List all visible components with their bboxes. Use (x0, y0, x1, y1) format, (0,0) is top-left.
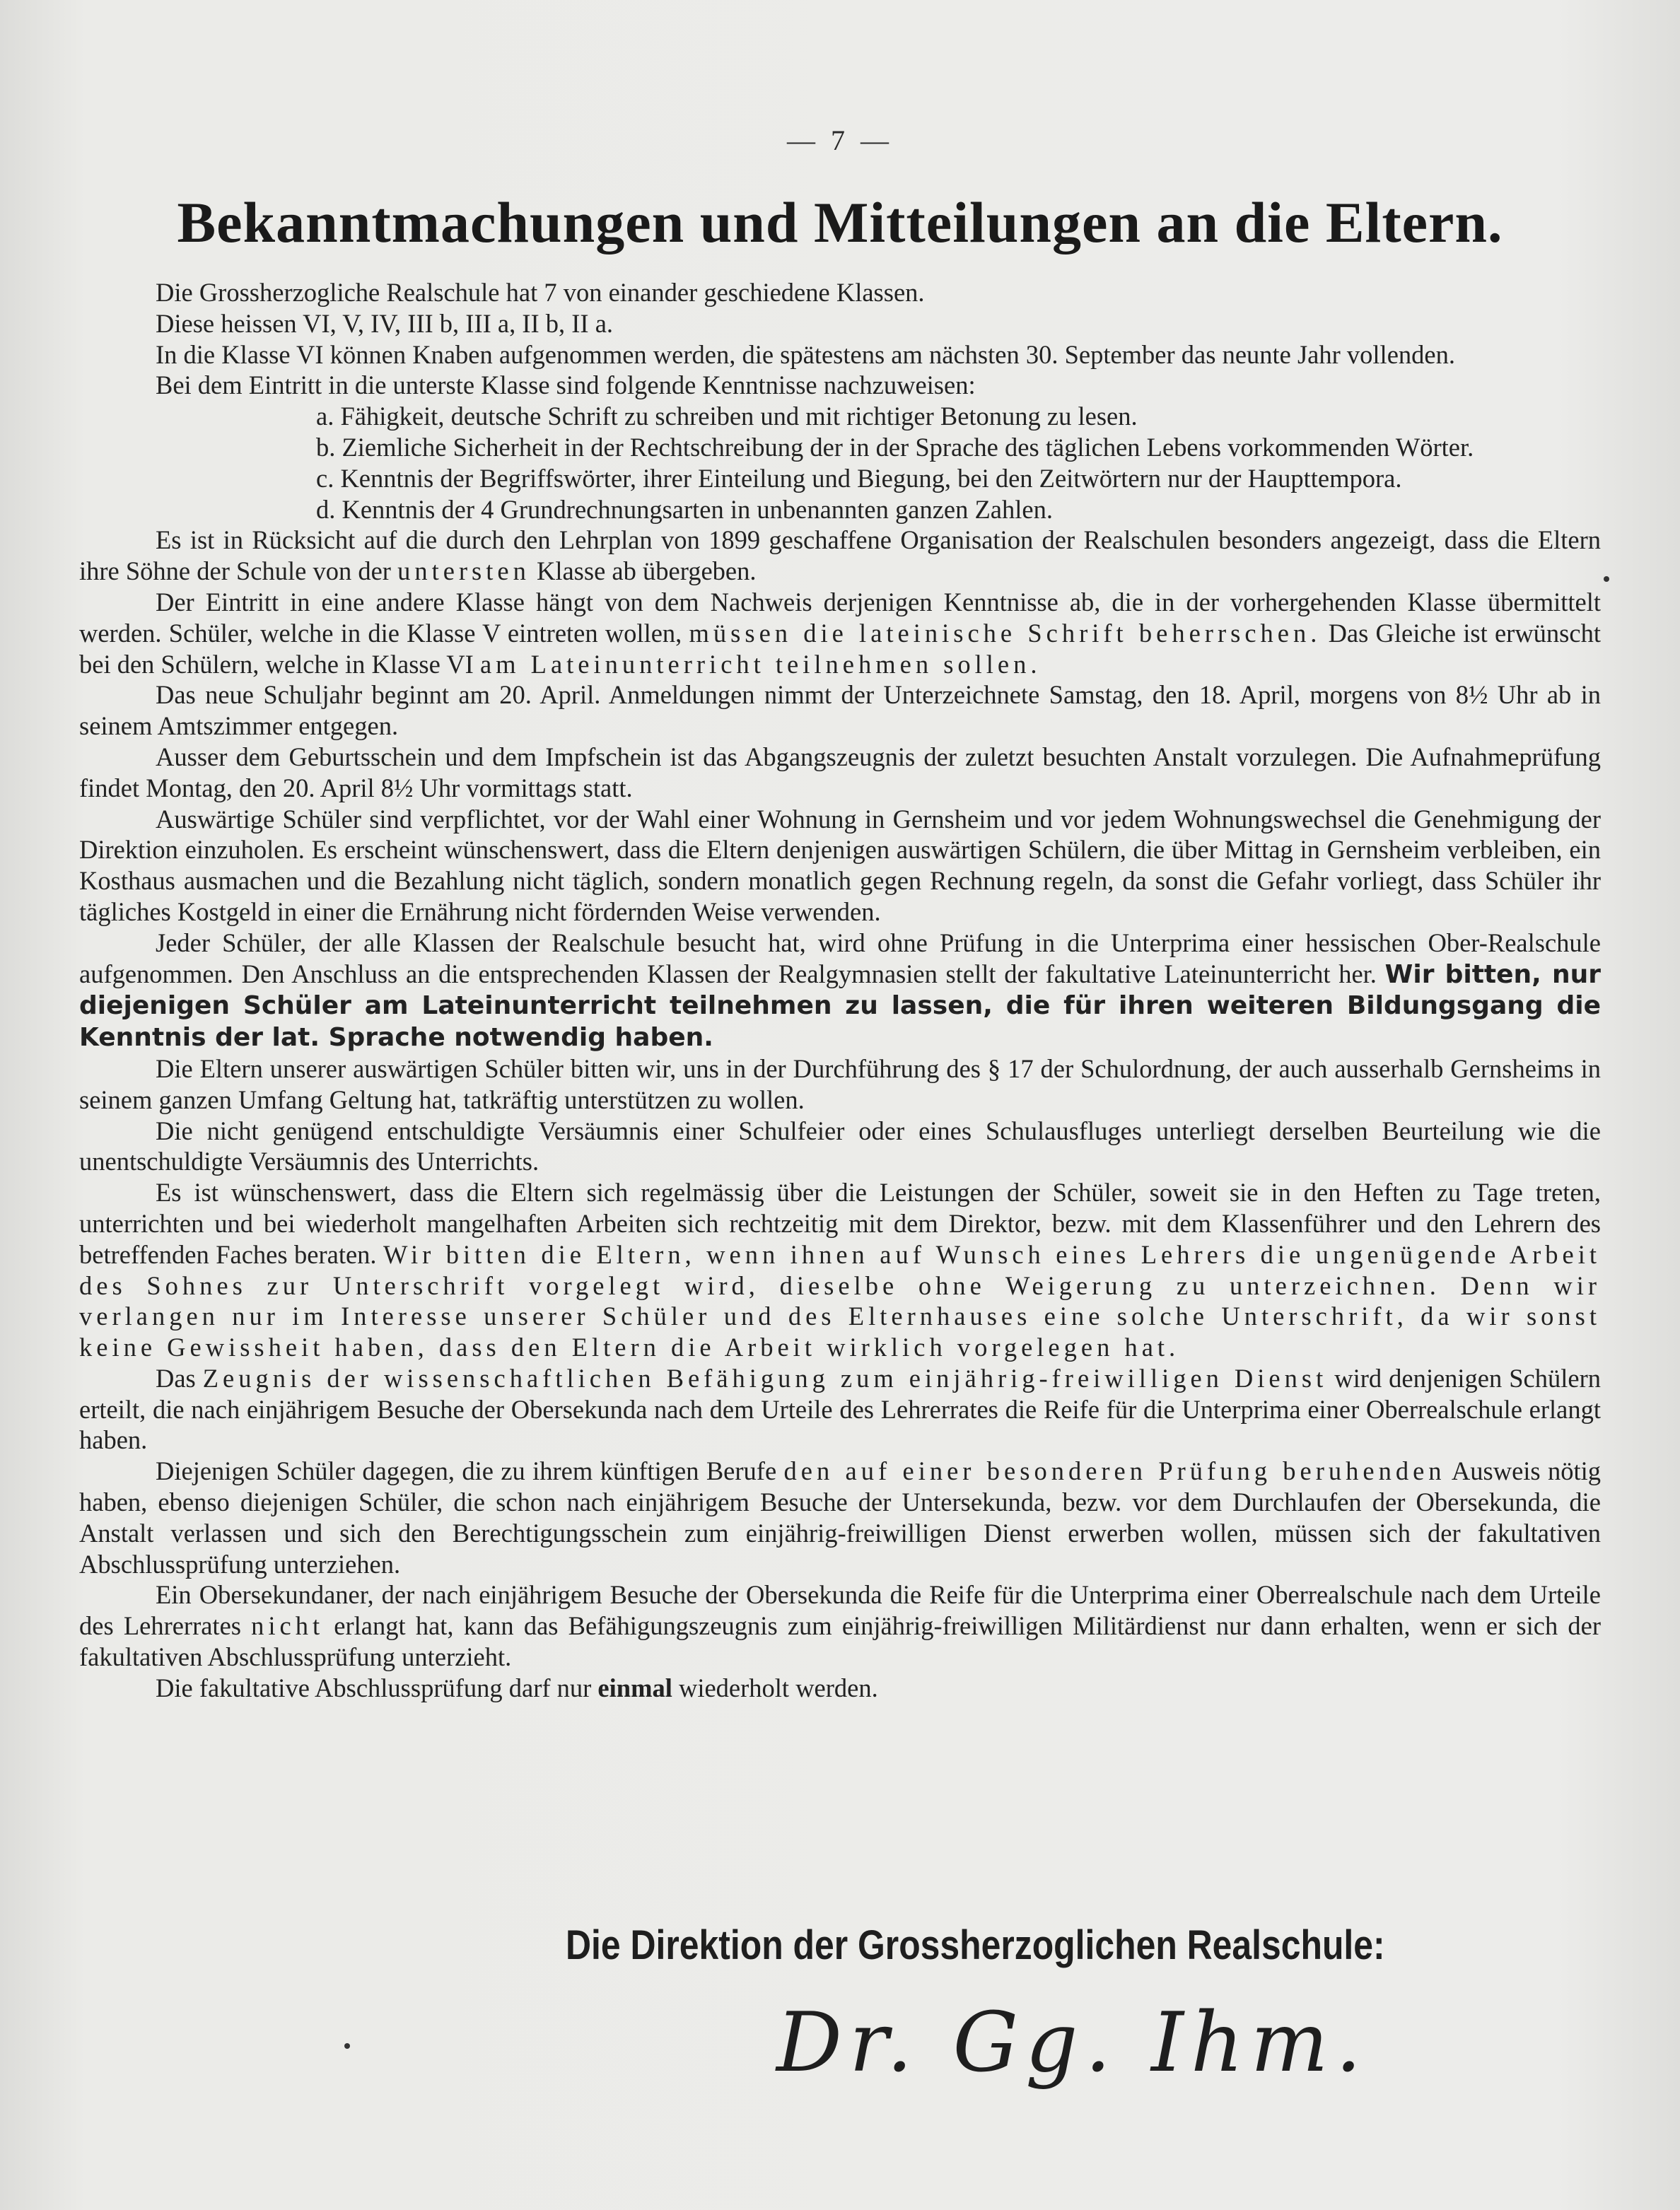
text-run: Es ist in Rücksicht auf die durch den Lehrplan von 1899 geschaffene Organisation der Realschulen besonders angezeigt, dass die Eltern ihre Söhne der Schule von der (79, 525, 1601, 586)
speck-mark (344, 2043, 350, 2049)
paragraph-requirements-intro: Bei dem Eintritt in die unterste Klasse sind folgende Kenntnisse nachzuweisen: (156, 370, 976, 400)
text-run: Jeder Schüler, der alle Klassen der Realschule besucht hat, wird ohne Prüfung in die Unterprima einer hessischen Ober-Realschule aufgenommen. Den Anschluss an die entsprechenden Klassen der Realgymnasien stellt der fakultative Lateinunterricht her. (79, 928, 1601, 988)
text-run: Diejenigen Schüler dagegen, die zu ihrem künftigen Berufe (156, 1456, 784, 1486)
paragraph-final-exam (79, 1456, 1601, 1579)
emphasis-text: untersten (397, 556, 530, 586)
emphasis-text: Zeugnis der wissenschaftlichen Befähigung zum einjährig-freiwilligen Dienst (202, 1363, 1328, 1393)
paragraph-admission-age: In die Klasse VI können Knaben aufgenommen werden, die spätestens am nächsten 30. September das neunte Jahr vollenden. (156, 339, 1455, 369)
paragraph-school-year: Das neue Schuljahr beginnt am 20. April. Anmeldungen nimmt der Unterzeichnete Samstag, den 18. April, morgens von 8½ Uhr ab in seinem Amtszimmer entgegen. (79, 680, 1601, 741)
paragraph-repeat-exam (79, 1673, 1601, 1704)
text-run: Das (156, 1363, 203, 1393)
page-number: — 7 — (787, 124, 893, 156)
paragraph-parent-cooperation (79, 1177, 1601, 1363)
paragraph-class-names: Diese heissen VI, V, IV, III b, III a, II b, II a. (156, 308, 614, 338)
emphasis-text: nicht (251, 1611, 325, 1641)
emphasis-text: einmal (597, 1673, 672, 1702)
emphasis-text: müssen die lateinische Schrift beherrschen. (689, 618, 1322, 648)
list-item: a. Fähigkeit, deutsche Schrift zu schreiben und mit richtiger Betonung zu lesen. (316, 402, 1138, 431)
text-run: Die fakultative Abschlussprüfung darf nur (156, 1673, 598, 1702)
text-run: wird denjenigen Schülern erteilt, die nach einjährigem Besuche der Obersekunda nach dem Urteile des Lehrerrates die Reife für die Unterprima einer Oberrealschule erlangt haben. (79, 1363, 1601, 1455)
paragraph-certificate (79, 1363, 1601, 1456)
text-run: Der Eintritt in eine andere Klasse hängt von dem Nachweis derjenigen Kenntnisse ab, die in der vorhergehenden Klasse übermittelt werden. Schüler, welche in die Klasse V eintreten wollen, (79, 587, 1601, 648)
text-run: wiederholt werden. (672, 1673, 878, 1702)
document-body (79, 277, 1601, 1704)
paragraph-obersekundaner (79, 1579, 1601, 1672)
text-run: erlangt hat, kann das Befähigungszeugnis zum einjährig-freiwilligen Militärdienst nur dann erhalten, wenn er sich der fakultativen Abschlussprüfung unterzieht. (79, 1611, 1601, 1672)
paragraph-documents: Ausser dem Geburtsschein und dem Impfschein ist das Abgangszeugnis der zuletzt besuchten Anstalt vorzulegen. Die Aufnahmeprüfung findet Montag, den 20. April 8½ Uhr vormittags statt. (79, 742, 1601, 802)
emphasis-text: Wir bitten die Eltern, wenn ihnen auf Wunsch eines Lehrers die ungenügende Arbeit des Sohnes zur Unterschrift vorgelegt wird, dieselbe ohne Weigerung zu unterzeichnen. Denn wir verlangen nur im Interesse unserer Schüler und des Elternhauses eine solche Unterschrift, da wir sonst keine Gewissheit haben, dass den Eltern die Arbeit wirklich vorgelegen hat. (79, 1239, 1601, 1362)
list-item: d. Kenntnis der 4 Grundrechnungsarten in unbenannten ganzen Zahlen. (316, 494, 1053, 524)
list-item: c. Kenntnis der Begriffswörter, ihrer Einteilung und Biegung, bei den Zeitwörtern nur der Haupttempora. (316, 463, 1402, 493)
list-item: b. Ziemliche Sicherheit in der Rechtschreibung der in der Sprache des täglichen Lebens vorkommenden Wörter. (316, 432, 1474, 462)
paragraph-school-rules: Die Eltern unserer auswärtigen Schüler bitten wir, uns in der Durchführung des § 17 der Schulordnung, der auch ausserhalb Gernsheims in seinem ganzen Umfang Geltung hat, tatkräftig unterstützen zu wollen. (79, 1053, 1601, 1114)
paragraph-absence: Die nicht genügend entschuldigte Versäumnis einer Schulfeier oder eines Schulausfluges unterliegt derselben Beurteilung wie die unentschuldigte Versäumnis des Unterrichts. (79, 1116, 1601, 1176)
text-run: Das Gleiche ist erwünscht bei den Schülern, welche in Klasse VI (79, 618, 1601, 679)
emphasis-text: Wir bitten, nur diejenigen Schüler am Lateinunterricht teilnehmen zu lassen, die für ihren weiteren Bildungsgang die Kenntnis der lat. Sprache notwendig haben. (79, 959, 1601, 1053)
paragraph-latin-instruction (79, 928, 1601, 1053)
emphasis-text: am Lateinunterricht teilnehmen sollen. (479, 649, 1042, 679)
speck-mark (1604, 576, 1609, 582)
paragraph-curriculum (79, 525, 1601, 587)
text-run: Ein Obersekundaner, der nach einjährigem Besuche der Obersekunda die Reife für die Unterprima einer Oberrealschule nach dem Urteile des Lehrerrates (79, 1580, 1601, 1641)
text-run: Ausweis nötig haben, ebenso diejenigen Schüler, die schon nach einjährigem Besuche der Untersekunda, bezw. vor dem Durchlaufen der Obersekunda, die Anstalt verlassen und sich den Berechtigungsschein zum einjährig-freiwilligen Dienst erwerben wollen, müssen sich der fakultativen Abschlussprüfung unterziehen. (79, 1456, 1601, 1579)
direction-line: Die Direktion der Grossherzoglichen Realschule: (566, 1922, 1385, 1968)
signature: Dr. Gg. Ihm. (776, 1995, 1369, 2091)
page-title: Bekanntmachungen und Mitteilungen an die Eltern. (177, 190, 1503, 255)
text-run: Es ist wünschenswert, dass die Eltern sich regelmässig über die Leistungen der Schüler, soweit sie in den Heften zu Tage treten, unterrichten und bei wiederholt mangelhaften Arbeiten sich rechtzeitig mit dem Direktor, bezw. mit dem Klassenführer und den Lehrern des betreffenden Faches beraten. (79, 1178, 1601, 1269)
paragraph-other-class-entry (79, 587, 1601, 679)
paragraph-external-students: Auswärtige Schüler sind verpflichtet, vor der Wahl einer Wohnung in Gernsheim und vor jedem Wohnungswechsel die Genehmigung der Direktion einzuholen. Es erscheint wünschenswert, dass die Eltern denjenigen auswärtigen Schülern, die über Mittag in Gernsheim verbleiben, ein Kosthaus ausmachen und die Bezahlung nicht täglich, sondern monatlich gegen Rechnung regeln, da sonst die Gefahr vorliegt, dass Schüler ihr tägliches Kostgeld in einer die Ernährung nicht fördernden Weise verwenden. (79, 804, 1601, 926)
emphasis-text: den auf einer besonderen Prüfung beruhenden (783, 1456, 1446, 1486)
paragraph-classes: Die Grossherzogliche Realschule hat 7 von einander geschiedene Klassen. (156, 278, 925, 307)
text-run: Klasse ab übergeben. (530, 556, 757, 586)
